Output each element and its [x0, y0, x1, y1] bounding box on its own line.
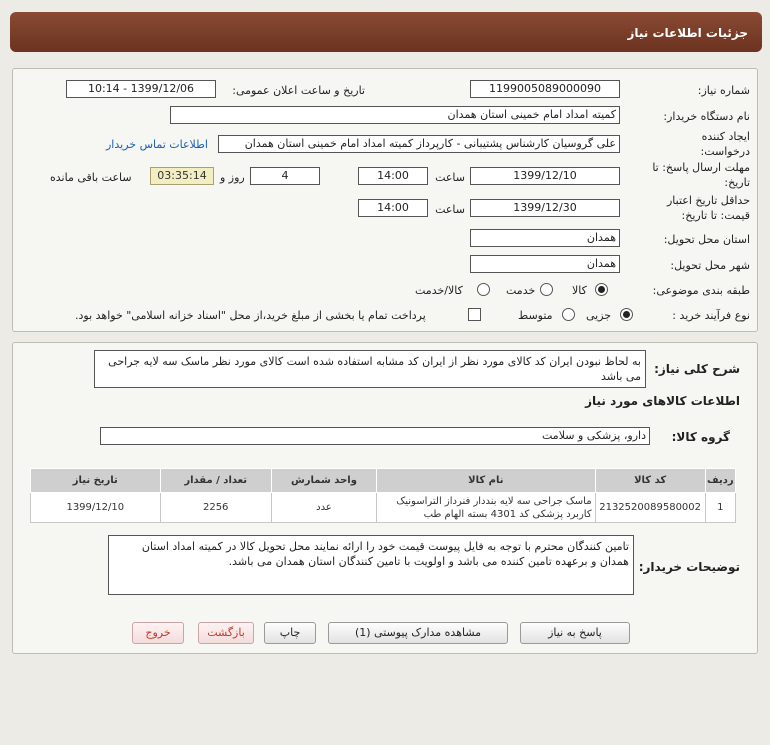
- need-number-label: شماره نیاز:: [697, 84, 750, 97]
- validity-time-field: 14:00: [358, 199, 428, 217]
- category-radio-service[interactable]: [540, 283, 553, 296]
- category-option-goods-service: کالا/خدمت: [415, 284, 463, 297]
- goods-group-field: دارو، پزشکی و سلامت: [100, 427, 650, 445]
- deadline-date-field: 1399/12/10: [470, 167, 620, 185]
- category-option-service: خدمت: [506, 284, 536, 297]
- buyer-org-label: نام دستگاه خریدار:: [663, 110, 750, 123]
- process-radio-medium[interactable]: [562, 308, 575, 321]
- buyer-contact-link[interactable]: اطلاعات تماس خریدار: [106, 138, 208, 151]
- exit-button[interactable]: خروج: [132, 622, 184, 644]
- cell-name: ماسک جراحی سه لایه بنددار فنرداز التراسونیک کاربرد پزشکی کد 4301 بسته الهام طب: [377, 493, 596, 523]
- summary-text: به لحاظ نبودن ایران کد کالای مورد نظر از ایران کد مشابه استفاده شده است کالای مورد نظر ماسک سه لایه جراحی می باشد: [94, 350, 646, 388]
- col-need-date: تاریخ نیاز: [31, 469, 161, 493]
- print-button[interactable]: چاپ: [264, 622, 316, 644]
- announce-date-label: تاریخ و ساعت اعلان عمومی:: [232, 84, 365, 97]
- page-header: [10, 12, 762, 52]
- goods-table-header: [31, 469, 736, 493]
- deadline-time-label: ساعت: [435, 171, 465, 184]
- goods-info-title: اطلاعات کالاهای مورد نیاز: [585, 394, 740, 408]
- buyer-notes-text: تامین کنندگان محترم با توجه به فایل پیوست قیمت خود را ارائه نمایند محل تحویل کالا در کمیته امداد استان همدان و برعهده تامین کننده می باشد و اولویت با تامین کنندگان استان همدان می باشد.: [108, 535, 634, 595]
- province-label: استان محل تحویل:: [663, 233, 750, 246]
- table-row: [31, 493, 736, 523]
- back-button[interactable]: بازگشت: [198, 622, 254, 644]
- creator-label: ایجاد کننده درخواست:: [700, 130, 750, 158]
- city-label: شهر محل تحویل:: [670, 259, 750, 272]
- validity-time-label: ساعت: [435, 203, 465, 216]
- province-field: همدان: [470, 229, 620, 247]
- category-radio-goods-service[interactable]: [477, 283, 490, 296]
- deadline-label: مهلت ارسال پاسخ: تا تاریخ:: [652, 161, 750, 189]
- page-title: جزئیات اطلاعات نیاز: [627, 26, 748, 40]
- process-option-minor: جزیی: [586, 309, 612, 322]
- category-option-goods: کالا: [572, 284, 587, 297]
- treasury-payment-checkbox[interactable]: [468, 308, 481, 321]
- cell-row: 1: [705, 493, 735, 523]
- days-remaining-field: 4: [250, 167, 320, 185]
- creator-field: علی گروسیان کارشناس پشتیبانی - کارپرداز کمیته امداد امام خمینی استان همدان: [218, 135, 620, 153]
- treasury-payment-note: پرداخت تمام یا بخشی از مبلغ خرید،از محل "اسناد خزانه اسلامی" خواهد بود.: [75, 309, 426, 322]
- validity-label: حداقل تاریخ اعتبار قیمت: تا تاریخ:: [666, 194, 750, 222]
- validity-date-field: 1399/12/30: [470, 199, 620, 217]
- cell-quantity: 2256: [160, 493, 271, 523]
- col-unit: واحد شمارش: [271, 469, 376, 493]
- announce-date-field: 1399/12/06 - 10:14: [66, 80, 216, 98]
- buyer-org-field: کمیته امداد امام خمینی استان همدان: [170, 106, 620, 124]
- process-option-medium: متوسط: [518, 309, 553, 322]
- col-quantity: تعداد / مقدار: [160, 469, 271, 493]
- goods-table: [30, 468, 736, 523]
- view-attachments-button[interactable]: مشاهده مدارک پیوستی (1): [328, 622, 508, 644]
- need-number-field: 1199005089000090: [470, 80, 620, 98]
- remaining-time-label: ساعت باقی مانده: [50, 171, 132, 184]
- remaining-time-field: 03:35:14: [150, 167, 214, 185]
- deadline-time-field: 14:00: [358, 167, 428, 185]
- col-row: ردیف: [705, 469, 735, 493]
- category-label: طبقه بندی موضوعی:: [652, 284, 750, 297]
- category-radio-goods[interactable]: [595, 283, 608, 296]
- cell-unit: عدد: [271, 493, 376, 523]
- process-label: نوع فرآیند خرید :: [672, 309, 750, 322]
- buyer-notes-label: توضیحات خریدار:: [638, 560, 740, 574]
- city-field: همدان: [470, 255, 620, 273]
- goods-group-label: گروه کالا:: [671, 430, 730, 444]
- col-code: کد کالا: [595, 469, 705, 493]
- cell-need-date: 1399/12/10: [31, 493, 161, 523]
- process-radio-minor[interactable]: [620, 308, 633, 321]
- reply-button[interactable]: پاسخ به نیاز: [520, 622, 630, 644]
- summary-label: شرح کلی نیاز:: [654, 362, 740, 376]
- col-name: نام کالا: [377, 469, 596, 493]
- cell-code: 2132520089580002: [595, 493, 705, 523]
- days-label: روز و: [220, 171, 245, 184]
